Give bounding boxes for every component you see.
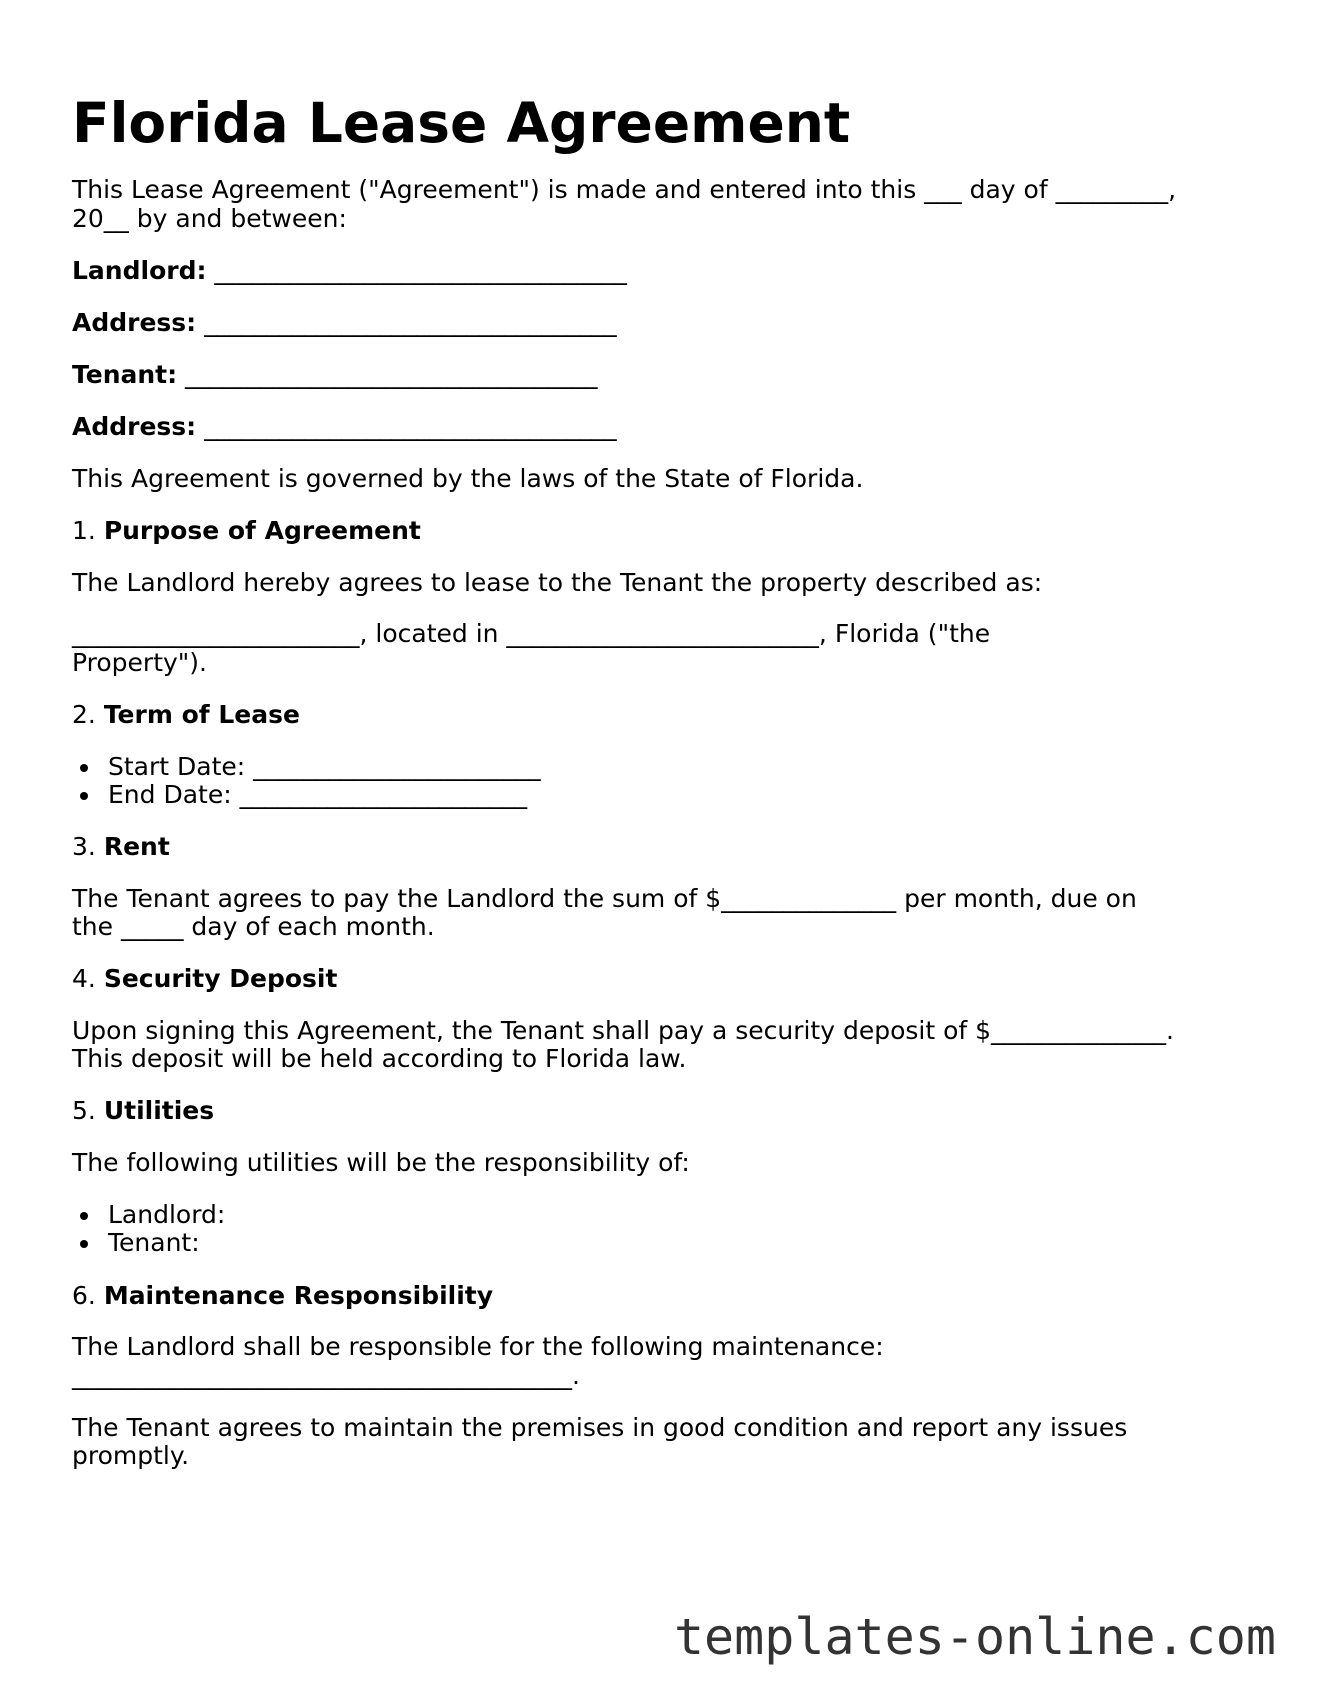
section-1-heading (72, 515, 421, 546)
tenant-address-field (72, 411, 617, 442)
bullet-icon (80, 792, 88, 800)
section-1-property-line-1: _______________________, located in _________________________, Florida ("the (72, 619, 991, 648)
intro-line-1: This Lease Agreement ("Agreement") is made and entered into this ___ day of _________, (72, 175, 1177, 204)
bullet-icon (80, 1212, 88, 1220)
maintenance-line-1: The Landlord shall be responsible for the following maintenance: (72, 1332, 884, 1361)
section-1-number: 1. (72, 516, 104, 545)
landlord-address-field (72, 307, 617, 338)
section-3-title: Rent (103, 832, 170, 861)
document-title: Florida Lease Agreement (72, 91, 851, 155)
section-1-property-line-2: Property"). (72, 648, 207, 677)
tenant-label: Tenant: (72, 360, 178, 389)
bullet-icon (80, 764, 88, 772)
landlord-field (72, 255, 627, 286)
utilities-text: The following utilities will be the responsibility of: (72, 1148, 690, 1177)
utilities-landlord-text: Landlord: (108, 1200, 226, 1229)
utilities-landlord-item (108, 1199, 225, 1230)
tenant-address-blank: _________________________________ (196, 412, 617, 441)
section-2-heading (72, 699, 300, 730)
rent-line-2: the _____ day of each month. (72, 912, 435, 941)
section-5-title: Utilities (103, 1096, 215, 1125)
section-6-number: 6. (72, 1281, 104, 1310)
section-3-number: 3. (72, 832, 104, 861)
section-3-heading (72, 831, 170, 862)
section-2-title: Term of Lease (103, 700, 300, 729)
landlord-label: Landlord: (72, 256, 207, 285)
start-date-item (108, 751, 541, 782)
watermark: templates-online.com (673, 1608, 1276, 1666)
tenant-blank: _________________________________ (177, 360, 598, 389)
section-1-text: The Landlord hereby agrees to lease to the Tenant the property described as: (72, 568, 1043, 597)
utilities-tenant-text: Tenant: (108, 1228, 200, 1257)
landlord-blank: _________________________________ (206, 256, 627, 285)
tenant-maintenance-line-2: promptly. (72, 1441, 190, 1470)
utilities-tenant-item (108, 1227, 200, 1258)
maintenance-line-2: ________________________________________. (72, 1361, 580, 1390)
tenant-address-label: Address: (72, 412, 197, 441)
section-6-title: Maintenance Responsibility (103, 1281, 494, 1310)
section-5-number: 5. (72, 1096, 104, 1125)
rent-line-1: The Tenant agrees to pay the Landlord the sum of $______________ per month, due on (72, 884, 1137, 913)
end-date-item (108, 779, 527, 810)
section-6-heading (72, 1280, 493, 1311)
section-4-title: Security Deposit (103, 964, 338, 993)
section-5-heading (72, 1095, 214, 1126)
intro-line-2: 20__ by and between: (72, 204, 347, 233)
landlord-address-blank: _________________________________ (196, 308, 617, 337)
bullet-icon (80, 1240, 88, 1248)
section-1-title: Purpose of Agreement (103, 516, 421, 545)
section-2-number: 2. (72, 700, 104, 729)
tenant-maintenance-line-1: The Tenant agrees to maintain the premises in good condition and report any issues (72, 1413, 1128, 1442)
deposit-line-2: This deposit will be held according to Florida law. (72, 1044, 687, 1073)
section-4-number: 4. (72, 964, 104, 993)
governing-law-text: This Agreement is governed by the laws of the State of Florida. (72, 464, 864, 493)
tenant-field (72, 359, 598, 390)
start-date-text: Start Date: _______________________ (108, 752, 541, 781)
landlord-address-label: Address: (72, 308, 197, 337)
section-4-heading (72, 963, 337, 994)
deposit-line-1: Upon signing this Agreement, the Tenant shall pay a security deposit of $______________. (72, 1016, 1175, 1045)
end-date-text: End Date: _______________________ (108, 780, 528, 809)
